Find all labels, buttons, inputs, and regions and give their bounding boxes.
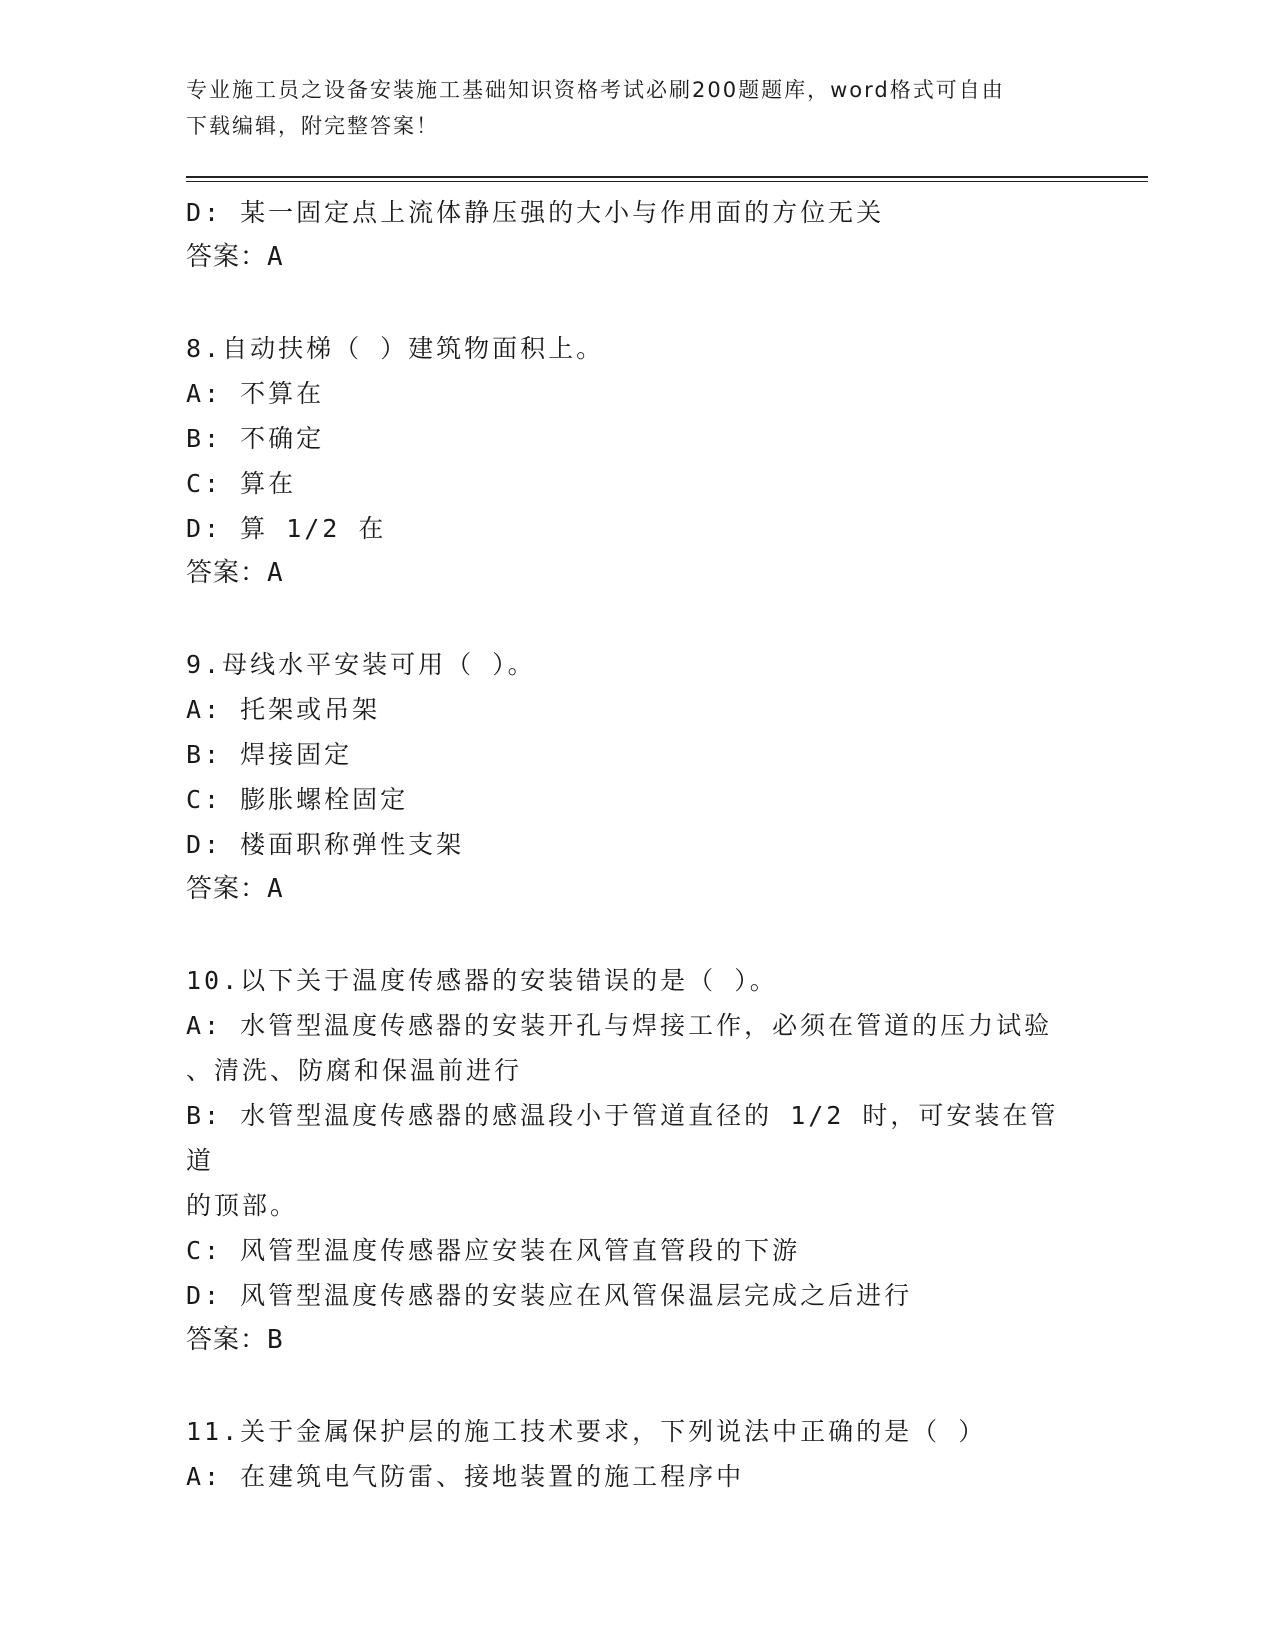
question-9 [186, 642, 1086, 912]
option-b: B: 不确定 [186, 424, 325, 453]
answer-line [186, 235, 1086, 280]
option-b: B: 水管型温度传感器的感温段小于管道直径的 1/2 时，可安装在管道 [186, 1101, 1059, 1175]
answer-label: 答案： [186, 558, 268, 588]
answer-line [186, 551, 1086, 596]
question-10 [186, 958, 1086, 1363]
option-a: A: 托架或吊架 [186, 695, 381, 724]
option-c: C: 膨胀螺栓固定 [186, 785, 409, 814]
option-d: D: 风管型温度传感器的安装应在风管保温层完成之后进行 [186, 1281, 913, 1310]
option-c: C: 算在 [186, 469, 297, 498]
option-b-continued: 的顶部。 [186, 1191, 299, 1220]
option-a: A: 在建筑电气防雷、接地装置的施工程序中 [186, 1462, 745, 1491]
answer-label: 答案： [186, 1325, 268, 1355]
question-list [186, 190, 1086, 1499]
header-divider-thick [186, 176, 1148, 178]
question-11 [186, 1409, 1086, 1499]
question-stem: 9.母线水平安装可用（ ）。 [186, 650, 536, 679]
answer-value: A [267, 874, 284, 904]
answer-value: A [267, 242, 284, 272]
answer-value: A [267, 558, 284, 588]
option-a: A: 不算在 [186, 379, 325, 408]
answer-line [186, 867, 1086, 912]
header-line-1: 专业施工员之设备安装施工基础知识资格考试必刷200题题库，word格式可自由 [186, 78, 1005, 102]
question-8 [186, 326, 1086, 596]
answer-value: B [267, 1325, 284, 1355]
option-d: D: 楼面职称弹性支架 [186, 830, 465, 859]
option-d: D: 某一固定点上流体静压强的大小与作用面的方位无关 [186, 198, 885, 227]
option-a-continued: 、清洗、防腐和保温前进行 [186, 1056, 523, 1085]
option-b: B: 焊接固定 [186, 740, 353, 769]
document-header [186, 72, 1066, 144]
answer-label: 答案： [186, 874, 268, 904]
question-stem: 10.以下关于温度传感器的安装错误的是（ ）。 [186, 966, 778, 995]
option-a: A: 水管型温度传感器的安装开孔与焊接工作，必须在管道的压力试验 [186, 1011, 1053, 1040]
option-c: C: 风管型温度传感器应安装在风管直管段的下游 [186, 1236, 801, 1265]
header-divider-thin [186, 181, 1148, 182]
question-stem: 8.自动扶梯（ ）建筑物面积上。 [186, 334, 605, 363]
answer-line [186, 1318, 1086, 1363]
question-7-tail [186, 190, 1086, 280]
header-line-2: 下载编辑，附完整答案！ [186, 114, 439, 138]
option-d: D: 算 1/2 在 [186, 514, 387, 543]
answer-label: 答案： [186, 242, 268, 272]
question-stem: 11.关于金属保护层的施工技术要求，下列说法中正确的是（ ） [186, 1417, 987, 1446]
